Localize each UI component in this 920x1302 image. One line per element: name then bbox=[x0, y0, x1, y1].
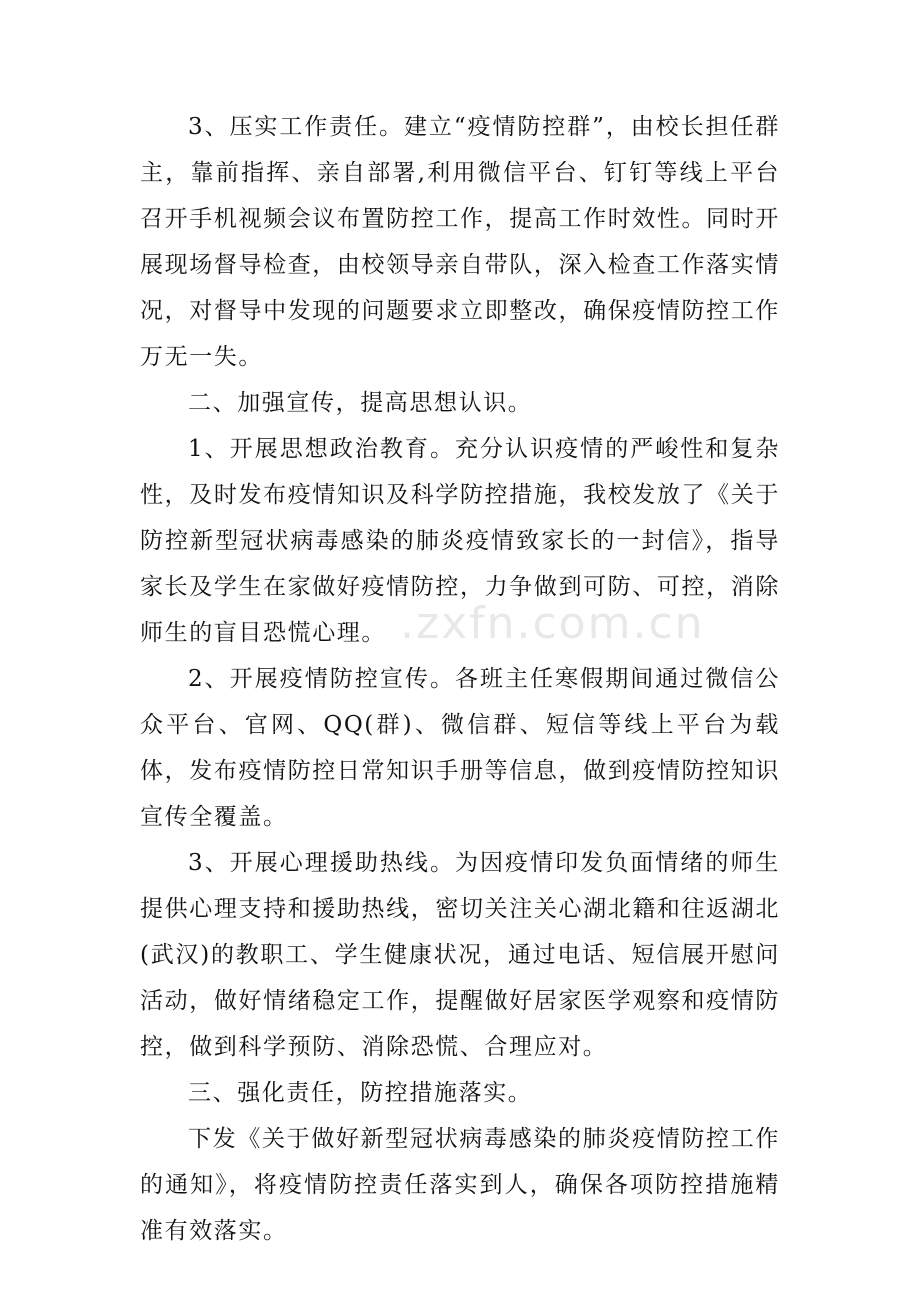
heading-section-three: 三、强化责任，防控措施落实。 bbox=[188, 1080, 533, 1106]
paragraph-prevention-publicity: 2、开展疫情防控宣传。各班主任寒假期间通过微信公众平台、官网、QQ(群)、微信群、短信等线上平台为载体，发布疫情防控日常知识手册等信息，做到疫情防控知识宣传全覆盖。 bbox=[140, 666, 780, 830]
paragraph-notice: 下发《关于做好新型冠状病毒感染的肺炎疫情防控工作的通知》，将疫情防控责任落实到人，确保各项防控措施精准有效落实。 bbox=[140, 1126, 780, 1244]
document-body bbox=[140, 104, 780, 1254]
heading-section-two: 二、加强宣传，提高思想认识。 bbox=[188, 390, 533, 416]
watermark: .zxfn.com.cn bbox=[400, 598, 705, 649]
paragraph-political-education: 1、开展思想政治教育。充分认识疫情的严峻性和复杂性，及时发布疫情知识及科学防控措施，我校发放了《关于防控新型冠状病毒感染的肺炎疫情致家长的一封信》，指导家长及学生在家做好疫情防控，力争做到可防、可控，消除师生的盲目恐慌心理。 bbox=[140, 436, 780, 646]
paragraph-work-responsibility: 3、压实工作责任。建立“疫情防控群”，由校长担任群主，靠前指挥、亲自部署,利用微信平台、钉钉等线上平台召开手机视频会议布置防控工作，提高工作时效性。同时开展现场督导检查，由校领导亲自带队，深入检查工作落实情况，对督导中发现的问题要求立即整改，确保疫情防控工作万无一失。 bbox=[140, 114, 780, 370]
paragraph-psychological-hotline: 3、开展心理援助热线。为因疫情印发负面情绪的师生提供心理支持和援助热线，密切关注关心湖北籍和往返湖北(武汉)的教职工、学生健康状况，通过电话、短信展开慰问活动，做好情绪稳定工作，提醒做好居家医学观察和疫情防控，做到科学预防、消除恐慌、合理应对。 bbox=[140, 850, 780, 1060]
